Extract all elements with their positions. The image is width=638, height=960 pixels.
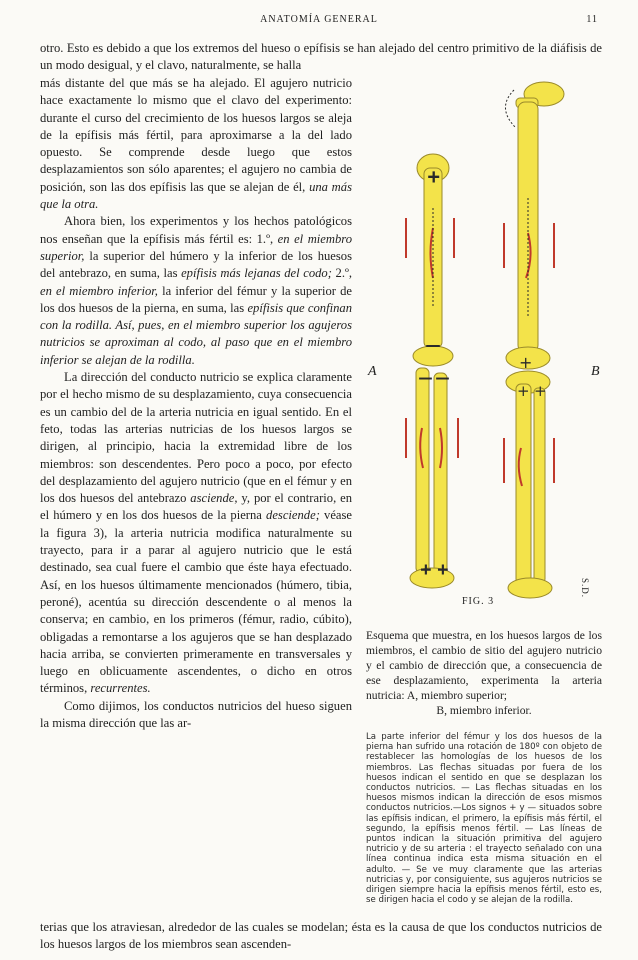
artist-signature: S.D. bbox=[580, 578, 590, 599]
p3-italic-1: asciende, bbox=[190, 491, 238, 506]
bottom-paragraph bbox=[40, 919, 602, 954]
p2-italic-1: en el miembro superior, bbox=[40, 231, 352, 263]
bone-diagram bbox=[366, 78, 602, 608]
paragraph-1 bbox=[40, 75, 352, 213]
svg-text:—: — bbox=[426, 338, 440, 354]
svg-text:+: + bbox=[517, 382, 530, 400]
p1-italic: una más que la otra. bbox=[40, 179, 352, 212]
svg-text:+: + bbox=[534, 382, 547, 400]
label-b: B bbox=[591, 364, 601, 379]
p2-text-c: 2.º, bbox=[335, 266, 353, 281]
figure-caption bbox=[366, 628, 602, 718]
p2-text-a: Ahora bien, los experimentos y los hechos patológicos nos enseñan que la epífisis más fértil es: 1.º, bbox=[40, 214, 352, 246]
svg-text:+: + bbox=[420, 562, 432, 578]
svg-text:+: + bbox=[519, 353, 533, 372]
p2-text-b: la superior del húmero y la inferior de los huesos del antebrazo, en suma, las bbox=[40, 248, 352, 281]
svg-text:+: + bbox=[437, 562, 449, 578]
p3-italic-3: recurrentes. bbox=[90, 681, 151, 696]
figure-note: La parte inferior del fémur y los dos huesos de la pierna han sufrido una rotación de 180º con objeto de restablecer las homologías de los huesos de los miembros. Las flechas situadas por fuera de los huesos indican el sentido en que se desplazan los conductos nutricios. — Las flechas situadas en los huesos mismos indican la dirección de esos mismos conductos nutricios.—Los signos + y — situados sobre las epífisis indican, el primero, la epífisis más fértil, el segundo, la epífisis menos fértil. — Las líneas de puntos indican la situación primitiva del agujero nutricio y de su arteria : el trayecto señalado con una línea continua indica esta misma situación en el adulto. — Se ve muy claramente que las arterias nutricias y, por consiguiente, sus agujeros nutricios se dirigen siempre hacia la epífisis menos fértil, esto es, se dirigen hacia el codo y se alejan de la rodilla. bbox=[366, 732, 602, 906]
svg-text:—: — bbox=[419, 371, 432, 386]
caption-main: Esquema que muestra, en los huesos largos de los miembros, el cambio de sitio del agujero nutricio y el cambio de dirección que, a consecuencia de ese desplazamiento, experimenta la arteria nutricia: A, miembro superior; bbox=[366, 629, 602, 702]
figure-3-illustration bbox=[366, 78, 602, 608]
paragraph-2 bbox=[40, 213, 352, 369]
p2-italic-2: epífisis más lejanas del codo; bbox=[181, 266, 332, 281]
p2-italic-3: en el miembro inferior, bbox=[40, 283, 158, 298]
running-header bbox=[40, 14, 598, 30]
p1-text: más distante del que más se ha alejado. El agujero nutricio hace exactamente lo mismo que el clavo del experimento: durante el curso del crecimiento de los huesos largos se aleja de la epífisis más fértil, para aproximarse a la del lado opuesto. Se comprende desde luego que estos desplazamientos son sólo aparentes; el agujero no cambia de posición, son las dos epífisis las que se alejan de él, bbox=[40, 76, 352, 194]
p3-text-a: La dirección del conducto nutricio se explica claramente por el hecho mismo de su desplazamiento, cuya consecuencia es un cambio del de la arteria nutricia en igual sentido. En el feto, todas las arterias nutricias de los huesos largos se dirigen, al principio, hacia la extremidad libre de los miembros: son descendentes. Pero poco a poco, por efecto del desplazamiento del agujero nutricio (que en el fémur y en los dos huesos del antebrazo bbox=[40, 370, 352, 506]
p3-italic-2: desciende; bbox=[266, 508, 320, 523]
p3-text-c: véase la figura 3), la arteria nutricia modifica naturalmente su trayecto, para ir a parar al agujero nutricio que le está destinado, sea cual fuere el cambio que éste haya efectuado. Así, en los huesos últimamente mencionados (húmero, tibia, peroné), acentúa su dirección descendente o al menos la conserva; en cambio, en los primeros (fémur, radio, cúbito), obligadas a remontarse a los agujeros que se han desplazado hacia arriba, se convierten primeramente en transversales y luego en oblicuamente ascendentes, o dicho en otros términos, bbox=[40, 508, 352, 696]
figure-title: FIG. 3 bbox=[462, 596, 495, 607]
left-column bbox=[40, 75, 352, 732]
label-a: A bbox=[368, 364, 378, 379]
caption-tail: B, miembro inferior. bbox=[436, 704, 532, 717]
bone-b bbox=[506, 82, 564, 598]
p2-italic-4: epífisis que confinan con la rodilla. Así, pues, en el miembro superior los agujeros nutricios se aproximan al codo, al paso que en el miembro inferior se alejan de la rodilla. bbox=[40, 300, 352, 367]
p2-text-d: la inferior del fémur y la superior de los dos huesos de la pierna, en suma, las bbox=[40, 283, 353, 315]
svg-text:+: + bbox=[427, 167, 441, 186]
p3-text-b: y, por el contrario, en el húmero y en los dos huesos de la pierna bbox=[40, 491, 352, 523]
running-title: ANATOMÍA GENERAL bbox=[260, 14, 378, 25]
top-paragraph bbox=[40, 40, 602, 75]
svg-text:—: — bbox=[436, 371, 449, 386]
paragraph-4: Como dijimos, los conductos nutricios del hueso siguen la misma dirección que las ar- bbox=[40, 698, 352, 730]
paragraph-3 bbox=[40, 369, 352, 698]
dotted-lines bbox=[433, 90, 528, 318]
bottom-paragraph-text: terias que los atraviesan, alrededor de las cuales se modelan; ésta es la causa de que los conductos nutricios de los huesos largos de los miembros sean ascenden- bbox=[40, 920, 602, 952]
top-paragraph-text: otro. Esto es debido a que los extremos del hueso o epífisis se han alejado del centro primitivo de la diáfisis de un modo desigual, y el clavo, naturalmente, se halla bbox=[40, 41, 602, 73]
page-number: 11 bbox=[586, 14, 598, 25]
